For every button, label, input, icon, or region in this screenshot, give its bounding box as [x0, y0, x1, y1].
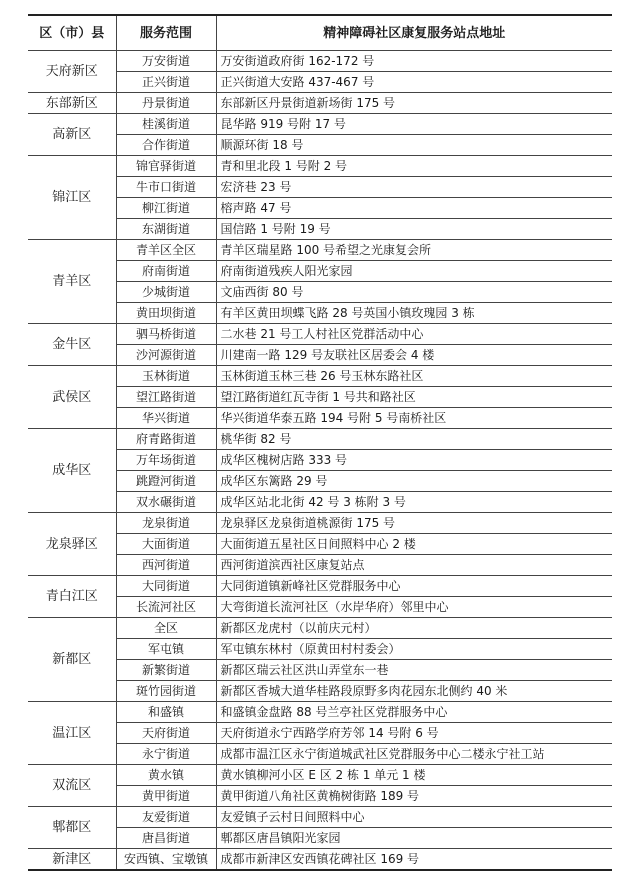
table-row — [28, 72, 612, 93]
table-row — [28, 660, 612, 681]
district-cell: 郫都区 — [28, 807, 116, 849]
table-row — [28, 261, 612, 282]
site-address-cell: 新都区瑞云社区洪山弄堂东一巷 — [216, 660, 612, 681]
site-address-cell: 龙泉驿区龙泉街道桃源街 175 号 — [216, 513, 612, 534]
site-address-cell: 和盛镇金盘路 88 号兰亭社区党群服务中心 — [216, 702, 612, 723]
site-address-cell: 青和里北段 1 号附 2 号 — [216, 156, 612, 177]
service-area-cell: 府南街道 — [116, 261, 216, 282]
site-address-cell: 友爱镇子云村日间照料中心 — [216, 807, 612, 828]
table-row — [28, 849, 612, 871]
site-address-cell: 府南街道残疾人阳光家园 — [216, 261, 612, 282]
header-row — [28, 15, 612, 51]
service-area-cell: 青羊区全区 — [116, 240, 216, 261]
header-service-area: 服务范围 — [116, 15, 216, 51]
service-area-cell: 万安街道 — [116, 51, 216, 72]
service-area-cell: 跳蹬河街道 — [116, 471, 216, 492]
service-area-cell: 柳江街道 — [116, 198, 216, 219]
table-row — [28, 303, 612, 324]
service-area-cell: 驷马桥街道 — [116, 324, 216, 345]
table-row — [28, 219, 612, 240]
district-cell: 新都区 — [28, 618, 116, 702]
service-area-cell: 少城街道 — [116, 282, 216, 303]
site-address-cell: 有羊区黄田坝蝶飞路 28 号英国小镇玫瑰园 3 栋 — [216, 303, 612, 324]
table-row — [28, 408, 612, 429]
site-address-cell: 成华区槐树店路 333 号 — [216, 450, 612, 471]
site-address-cell: 正兴街道大安路 437-467 号 — [216, 72, 612, 93]
site-address-cell: 新都区香城大道华桂路段原野多肉花园东北侧约 40 米 — [216, 681, 612, 702]
table-row — [28, 807, 612, 828]
service-area-cell: 望江路街道 — [116, 387, 216, 408]
site-address-cell: 大面街道五星社区日间照料中心 2 楼 — [216, 534, 612, 555]
table-row — [28, 366, 612, 387]
site-address-cell: 黄甲街道八角社区黄桷树街路 189 号 — [216, 786, 612, 807]
service-area-cell: 牛市口街道 — [116, 177, 216, 198]
site-address-cell: 新都区龙虎村（以前庆元村） — [216, 618, 612, 639]
site-address-cell: 二水巷 21 号工人村社区党群活动中心 — [216, 324, 612, 345]
service-area-cell: 和盛镇 — [116, 702, 216, 723]
service-area-cell: 友爱街道 — [116, 807, 216, 828]
site-address-cell: 顺源环街 18 号 — [216, 135, 612, 156]
table-row — [28, 723, 612, 744]
site-address-cell: 成华区站北北街 42 号 3 栋附 3 号 — [216, 492, 612, 513]
table-row — [28, 681, 612, 702]
table-row — [28, 576, 612, 597]
service-sites-table — [28, 14, 612, 871]
table-row — [28, 702, 612, 723]
district-cell: 锦江区 — [28, 156, 116, 240]
service-area-cell: 丹景街道 — [116, 93, 216, 114]
service-area-cell: 玉林街道 — [116, 366, 216, 387]
table-body — [28, 51, 612, 871]
site-address-cell: 成都市新津区安西镇花碑社区 169 号 — [216, 849, 612, 871]
site-address-cell: 成都市温江区永宁街道城武社区党群服务中心二楼永宁社工站 — [216, 744, 612, 765]
site-address-cell: 华兴街道华泰五路 194 号附 5 号南桥社区 — [216, 408, 612, 429]
service-area-cell: 合作街道 — [116, 135, 216, 156]
table-row — [28, 471, 612, 492]
service-area-cell: 黄甲街道 — [116, 786, 216, 807]
header-site-address: 精神障碍社区康复服务站点地址 — [216, 15, 612, 51]
district-cell: 东部新区 — [28, 93, 116, 114]
site-address-cell: 大弯街道长流河社区（水岸华府）邻里中心 — [216, 597, 612, 618]
service-area-cell: 沙河源街道 — [116, 345, 216, 366]
table-row — [28, 135, 612, 156]
table-row — [28, 639, 612, 660]
district-cell: 高新区 — [28, 114, 116, 156]
table-row — [28, 744, 612, 765]
service-area-cell: 东湖街道 — [116, 219, 216, 240]
service-area-cell: 长流河社区 — [116, 597, 216, 618]
service-area-cell: 锦官驿街道 — [116, 156, 216, 177]
table-row — [28, 618, 612, 639]
service-area-cell: 西河街道 — [116, 555, 216, 576]
district-cell: 双流区 — [28, 765, 116, 807]
table-row — [28, 177, 612, 198]
district-cell: 龙泉驿区 — [28, 513, 116, 576]
site-address-cell: 黄水镇柳河小区 E 区 2 栋 1 单元 1 楼 — [216, 765, 612, 786]
service-area-cell: 斑竹园街道 — [116, 681, 216, 702]
table-row — [28, 345, 612, 366]
district-cell: 武侯区 — [28, 366, 116, 429]
service-area-cell: 正兴街道 — [116, 72, 216, 93]
district-cell: 青羊区 — [28, 240, 116, 324]
site-address-cell: 军屯镇东林村（原黄田村村委会） — [216, 639, 612, 660]
table-row — [28, 198, 612, 219]
site-address-cell: 昆华路 919 号附 17 号 — [216, 114, 612, 135]
table-row — [28, 324, 612, 345]
table-row — [28, 513, 612, 534]
service-area-cell: 桂溪街道 — [116, 114, 216, 135]
service-area-cell: 大面街道 — [116, 534, 216, 555]
table-row — [28, 828, 612, 849]
district-cell: 青白江区 — [28, 576, 116, 618]
table-row — [28, 429, 612, 450]
service-area-cell: 黄田坝街道 — [116, 303, 216, 324]
site-address-cell: 西河街道滨西社区康复站点 — [216, 555, 612, 576]
district-cell: 金牛区 — [28, 324, 116, 366]
table-row — [28, 555, 612, 576]
site-address-cell: 国信路 1 号附 19 号 — [216, 219, 612, 240]
service-area-cell: 黄水镇 — [116, 765, 216, 786]
site-address-cell: 文庙西街 80 号 — [216, 282, 612, 303]
table-row — [28, 492, 612, 513]
table-row — [28, 387, 612, 408]
site-address-cell: 川建南一路 129 号友联社区居委会 4 楼 — [216, 345, 612, 366]
service-area-cell: 军屯镇 — [116, 639, 216, 660]
table-row — [28, 534, 612, 555]
table-row — [28, 450, 612, 471]
site-address-cell: 东部新区丹景街道新场街 175 号 — [216, 93, 612, 114]
service-area-cell: 唐昌街道 — [116, 828, 216, 849]
table-header — [28, 15, 612, 51]
table-row — [28, 597, 612, 618]
table-row — [28, 51, 612, 72]
service-area-cell: 华兴街道 — [116, 408, 216, 429]
site-address-cell: 郫都区唐昌镇阳光家园 — [216, 828, 612, 849]
table-row — [28, 93, 612, 114]
site-address-cell: 青羊区瑞星路 100 号希望之光康复会所 — [216, 240, 612, 261]
service-area-cell: 龙泉街道 — [116, 513, 216, 534]
site-address-cell: 榕声路 47 号 — [216, 198, 612, 219]
site-address-cell: 望江路街道红瓦寺街 1 号共和路社区 — [216, 387, 612, 408]
table-row — [28, 240, 612, 261]
service-area-cell: 双水碾街道 — [116, 492, 216, 513]
district-cell: 温江区 — [28, 702, 116, 765]
service-area-cell: 府青路街道 — [116, 429, 216, 450]
site-address-cell: 玉林街道玉林三巷 26 号玉林东路社区 — [216, 366, 612, 387]
site-address-cell: 天府街道永宁西路学府芳邻 14 号附 6 号 — [216, 723, 612, 744]
district-cell: 成华区 — [28, 429, 116, 513]
service-area-cell: 天府街道 — [116, 723, 216, 744]
site-address-cell: 宏济巷 23 号 — [216, 177, 612, 198]
district-cell: 天府新区 — [28, 51, 116, 93]
table-row — [28, 156, 612, 177]
header-district: 区（市）县 — [28, 15, 116, 51]
table-row — [28, 765, 612, 786]
site-address-cell: 桃华街 82 号 — [216, 429, 612, 450]
district-cell: 新津区 — [28, 849, 116, 871]
service-area-cell: 大同街道 — [116, 576, 216, 597]
service-area-cell: 永宁街道 — [116, 744, 216, 765]
site-address-cell: 大同街道镇新峰社区党群服务中心 — [216, 576, 612, 597]
service-area-cell: 安西镇、宝墩镇 — [116, 849, 216, 871]
table-row — [28, 786, 612, 807]
service-area-cell: 全区 — [116, 618, 216, 639]
site-address-cell: 万安街道政府街 162-172 号 — [216, 51, 612, 72]
service-area-cell: 万年场街道 — [116, 450, 216, 471]
table-row — [28, 282, 612, 303]
table-row — [28, 114, 612, 135]
site-address-cell: 成华区东篱路 29 号 — [216, 471, 612, 492]
service-area-cell: 新繁街道 — [116, 660, 216, 681]
